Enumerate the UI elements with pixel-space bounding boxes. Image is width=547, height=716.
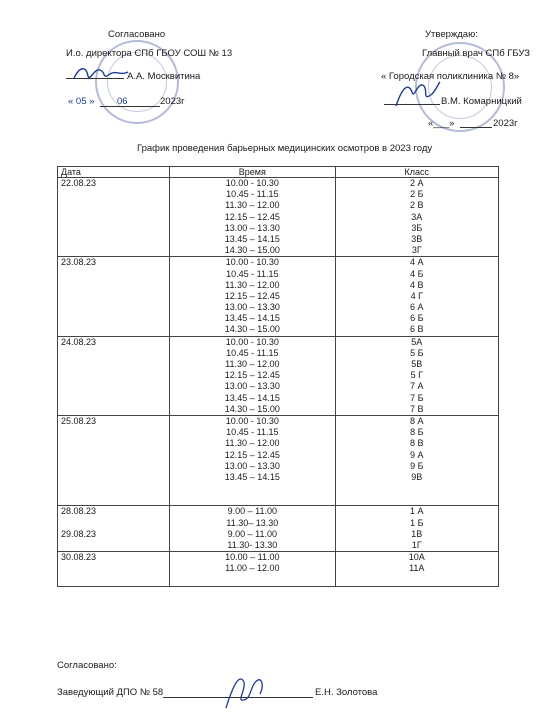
right-date-year: 2023г — [493, 118, 518, 129]
date-cell: 24.08.23 — [58, 336, 170, 415]
table-row — [58, 257, 499, 336]
time-cell: 9.00 – 11.00 11.30– 13.30 9.00 – 11.00 11.30- 13.30 — [170, 506, 335, 552]
right-date-line — [460, 127, 492, 128]
right-approve-label: Утверждаю: — [425, 29, 478, 40]
date-cell: 25.08.23 — [58, 415, 170, 506]
left-date-year: 2023г — [160, 96, 185, 107]
header-date: Дата — [58, 167, 170, 178]
footer-signer-name: Е.Н. Золотова — [315, 687, 378, 698]
left-date-line — [100, 106, 160, 107]
footer-agreed-label: Согласовано: — [57, 660, 117, 671]
class-cell: 2 А 2 Б 2 В 3А 3Б 3В 3Г — [335, 178, 498, 257]
date-cell: 22.08.23 — [58, 178, 170, 257]
class-cell: 5А 5 Б 5В 5 Г 7 А 7 Б 7 В — [335, 336, 498, 415]
time-cell: 10.00 - 10.30 10.45 - 11.15 11.30 – 12.00 12.15 – 12.45 13.00 – 13.30 13.45 – 14.15 14.30 – 15.00 — [170, 178, 335, 257]
left-position: И.о. директора СПб ГБОУ СОШ № 13 — [66, 48, 233, 59]
table-row — [58, 178, 499, 257]
date-cell: 30.08.23 — [58, 552, 170, 587]
time-cell: 10.00 - 10.30 10.45 - 11.15 11.30 – 12.00 12.15 – 12.45 13.00 – 13.30 13.45 – 14.15 — [170, 415, 335, 506]
right-signer-name: В.М. Комарницкий — [441, 96, 522, 107]
right-organization: « Городская поликлиника № 8» — [381, 71, 520, 82]
header-class: Класс — [335, 167, 498, 178]
time-cell: 10.00 – 11.00 11.00 – 12.00 — [170, 552, 335, 587]
table-row — [58, 415, 499, 506]
date-cell: 23.08.23 — [58, 257, 170, 336]
footer-signature — [222, 672, 266, 712]
left-agreed-label: Согласовано — [108, 29, 166, 40]
schedule-table — [57, 166, 499, 587]
header-time: Время — [170, 167, 335, 178]
left-date-month: 06 — [117, 96, 128, 107]
class-cell: 4 А 4 Б 4 В 4 Г 6 А 6 Б 6 В — [335, 257, 498, 336]
footer-position: Заведующий ДПО № 58 — [57, 687, 164, 698]
class-cell: 1 А 1 Б 1В 1Г — [335, 506, 498, 552]
class-cell: 10А 11А — [335, 552, 498, 587]
right-date-day: «___» — [428, 118, 455, 129]
right-signature — [392, 78, 442, 110]
left-signature — [72, 62, 132, 84]
left-date-day: « 05 » — [68, 96, 95, 107]
table-row — [58, 552, 499, 587]
date-cell: 28.08.23 29.08.23 — [58, 506, 170, 552]
table-row — [58, 336, 499, 415]
time-cell: 10.00 - 10.30 10.45 - 11.15 11.30 – 12.00 12.15 – 12.45 13.00 – 13.30 13.45 – 14.15 14.30 – 15.00 — [170, 257, 335, 336]
table-header-row — [58, 167, 499, 178]
class-cell: 8 А 8 Б 8 В 9 А 9 Б 9В — [335, 415, 498, 506]
table-row — [58, 506, 499, 552]
document-title: График проведения барьерных медицинских осмотров в 2023 году — [137, 143, 433, 154]
right-position: Главный врач СПб ГБУЗ — [422, 48, 530, 59]
left-signer-name: А.А. Москвитина — [127, 71, 201, 82]
time-cell: 10.00 - 10.30 10.45 - 11.15 11.30 – 12.00 12.15 – 12.45 13.00 – 13.30 13.45 – 14.15 14.30 – 15.00 — [170, 336, 335, 415]
